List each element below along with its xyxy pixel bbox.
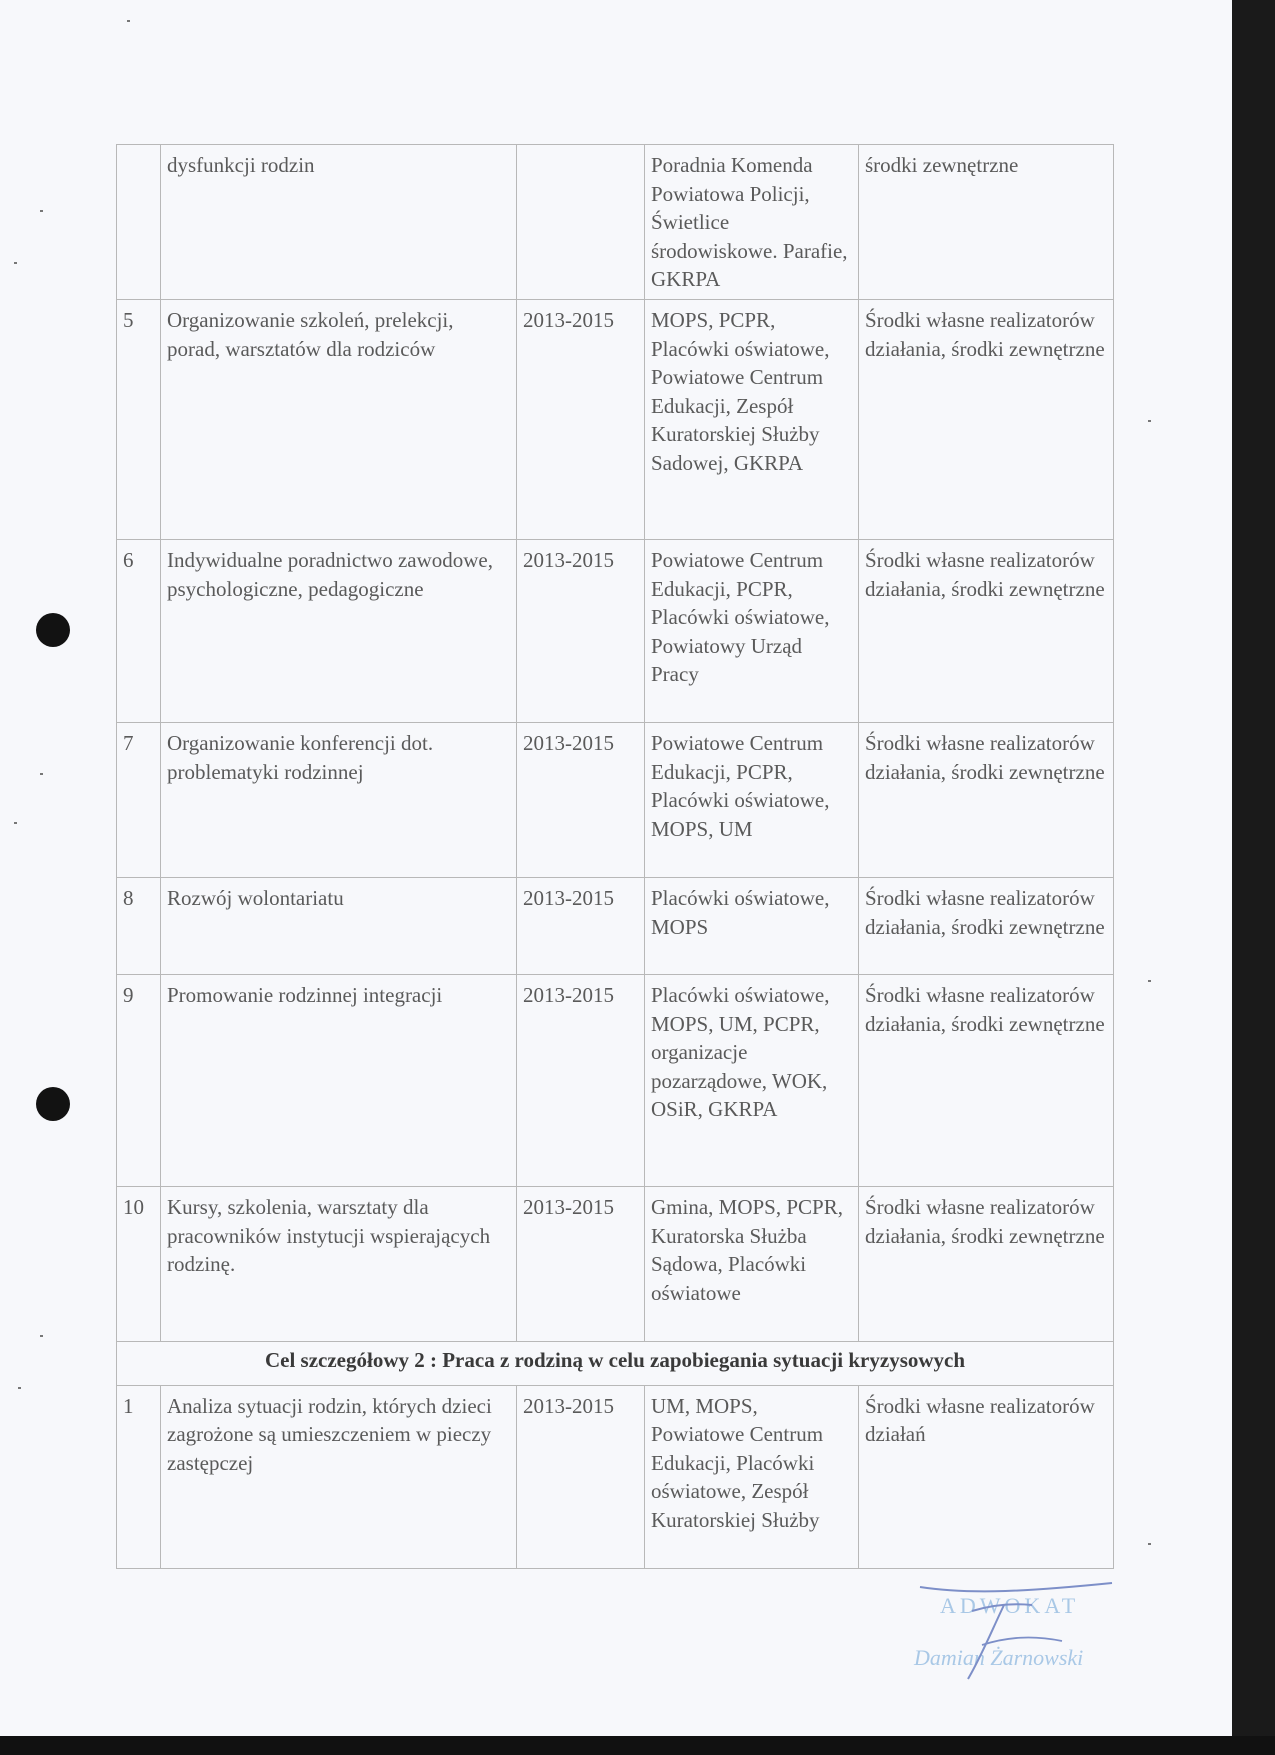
- scan-speck: [1148, 980, 1151, 982]
- row-number: 9: [117, 975, 161, 1187]
- table-row: [117, 723, 1114, 878]
- scan-bottom-border: [0, 1736, 1275, 1755]
- action-cell: Promowanie rodzinnej integracji: [161, 975, 517, 1187]
- row-number: 10: [117, 1187, 161, 1342]
- period-cell: 2013-2015: [517, 723, 645, 878]
- action-cell: Kursy, szkolenia, warsztaty dla pracowników instytucji wspierających rodzinę.: [161, 1187, 517, 1342]
- action-cell: Analiza sytuacji rodzin, których dzieci zagrożone są umieszczeniem w pieczy zastępczej: [161, 1385, 517, 1568]
- handwritten-signature: [912, 1575, 1122, 1685]
- scan-speck: [40, 210, 43, 212]
- action-cell: Organizowanie szkoleń, prelekcji, porad, warsztatów dla rodziców: [161, 300, 517, 540]
- scan-speck: [40, 1335, 43, 1337]
- table-body-bottom: [117, 1385, 1114, 1568]
- punch-hole-top: [36, 613, 70, 647]
- action-cell: Indywidualne poradnictwo zawodowe, psychologiczne, pedagogiczne: [161, 540, 517, 723]
- table-row: [117, 975, 1114, 1187]
- scan-right-border: [1232, 0, 1275, 1736]
- partners-cell: Powiatowe Centrum Edukacji, PCPR, Placówki oświatowe, Powiatowy Urząd Pracy: [645, 540, 859, 723]
- period-cell: 2013-2015: [517, 1385, 645, 1568]
- period-cell: 2013-2015: [517, 878, 645, 975]
- scan-speck: [127, 20, 130, 22]
- stamp-title: ADWOKAT: [940, 1593, 1080, 1618]
- row-number: 8: [117, 878, 161, 975]
- stamp-name: Damian Żarnowski: [914, 1645, 1084, 1670]
- funding-cell: Środki własne realizatorów działania, środki zewnętrzne: [859, 1187, 1114, 1342]
- scan-speck: [40, 773, 43, 775]
- scan-speck: [1148, 420, 1151, 422]
- partners-cell: MOPS, PCPR, Placówki oświatowe, Powiatowe Centrum Edukacji, Zespół Kuratorskiej Służby Sadowej, GKRPA: [645, 300, 859, 540]
- partners-cell: Poradnia Komenda Powiatowa Policji, Świetlice środowiskowe. Parafie, GKRPA: [645, 145, 859, 300]
- row-number: [117, 145, 161, 300]
- period-cell: 2013-2015: [517, 540, 645, 723]
- table-row: [117, 540, 1114, 723]
- partners-cell: Powiatowe Centrum Edukacji, PCPR, Placówki oświatowe, MOPS, UM: [645, 723, 859, 878]
- action-cell: dysfunkcji rodzin: [161, 145, 517, 300]
- action-plan-table: [116, 144, 1114, 1569]
- partners-cell: Placówki oświatowe, MOPS: [645, 878, 859, 975]
- partners-cell: Gmina, MOPS, PCPR, Kuratorska Służba Sądowa, Placówki oświatowe: [645, 1187, 859, 1342]
- table-row: [117, 878, 1114, 975]
- period-cell: [517, 145, 645, 300]
- funding-cell: Środki własne realizatorów działania, środki zewnętrzne: [859, 300, 1114, 540]
- scan-speck: [18, 1387, 21, 1389]
- row-number: 7: [117, 723, 161, 878]
- punch-hole-bottom: [36, 1087, 70, 1121]
- section-heading: Cel szczegółowy 2 : Praca z rodziną w celu zapobiegania sytuacji kryzysowych: [117, 1342, 1114, 1386]
- funding-cell: Środki własne realizatorów działania, środki zewnętrzne: [859, 723, 1114, 878]
- funding-cell: Środki własne realizatorów działań: [859, 1385, 1114, 1568]
- table-row: [117, 1385, 1114, 1568]
- funding-cell: Środki własne realizatorów działania, środki zewnętrzne: [859, 540, 1114, 723]
- scan-speck: [14, 262, 17, 264]
- funding-cell: środki zewnętrzne: [859, 145, 1114, 300]
- partners-cell: UM, MOPS, Powiatowe Centrum Edukacji, Placówki oświatowe, Zespół Kuratorskiej Służby: [645, 1385, 859, 1568]
- scan-speck: [14, 822, 17, 824]
- funding-cell: Środki własne realizatorów działania, środki zewnętrzne: [859, 878, 1114, 975]
- funding-cell: Środki własne realizatorów działania, środki zewnętrzne: [859, 975, 1114, 1187]
- period-cell: 2013-2015: [517, 300, 645, 540]
- action-cell: Rozwój wolontariatu: [161, 878, 517, 975]
- lawyer-stamp: [912, 1575, 1122, 1685]
- row-number: 1: [117, 1385, 161, 1568]
- period-cell: 2013-2015: [517, 1187, 645, 1342]
- table-row: [117, 300, 1114, 540]
- scan-speck: [1148, 1543, 1151, 1545]
- table-row: [117, 1187, 1114, 1342]
- table-body-top: [117, 145, 1114, 1342]
- row-number: 5: [117, 300, 161, 540]
- section-heading-row: [117, 1342, 1114, 1386]
- period-cell: 2013-2015: [517, 975, 645, 1187]
- action-cell: Organizowanie konferencji dot. problematyki rodzinnej: [161, 723, 517, 878]
- row-number: 6: [117, 540, 161, 723]
- partners-cell: Placówki oświatowe, MOPS, UM, PCPR, organizacje pozarządowe, WOK, OSiR, GKRPA: [645, 975, 859, 1187]
- table-row: [117, 145, 1114, 300]
